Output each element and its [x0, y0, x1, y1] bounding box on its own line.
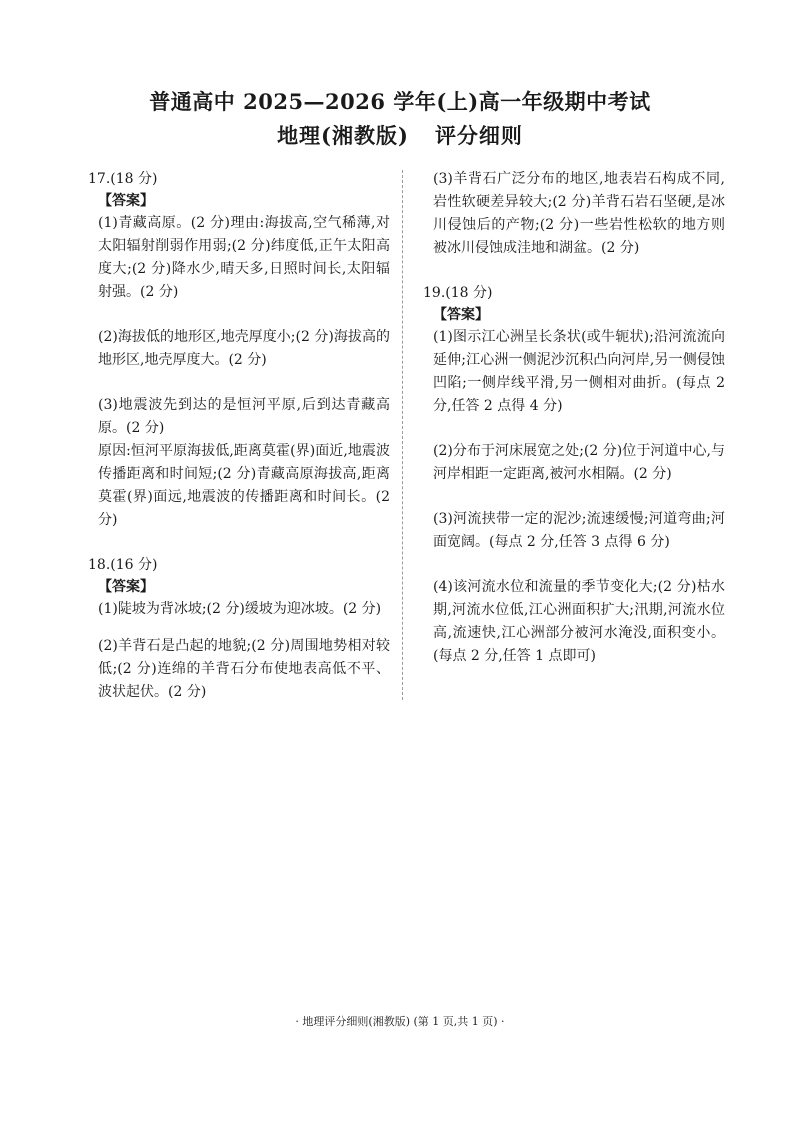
question-19-answer-label: 【答案】: [433, 307, 489, 323]
question-18-part-3: (3)羊背石广泛分布的地区,地表岩石构成不同,岩性软硬差异较大;(2 分)羊背石岩石坚硬,是冰川侵蚀后的产物;(2 分)一些岩性松软的地方则被冰川侵蚀成洼地和湖盆。(2 分): [433, 171, 725, 256]
question-19-part-4: (4)该河流水位和流量的季节变化大;(2 分)枯水期,河流水位低,江心洲面积扩大;汛期,河流水位高,流速快,江心洲部分被河水淹没,面积变小。(每点 2 分,任答 1 点即可): [433, 579, 725, 664]
question-19-part-3: (3)河流挟带一定的泥沙;流速缓慢;河道弯曲;河面宽阔。(每点 2 分,任答 3 点得 6 分): [433, 511, 725, 550]
column-divider: [402, 170, 403, 700]
question-19-heading: 19.(18 分): [423, 285, 493, 301]
question-18-part-2: (2)羊背石是凸起的地貌;(2 分)周围地势相对较低;(2 分)连绵的羊背石分布使地表高低不平、波状起伏。(2 分): [98, 638, 390, 700]
question-17-answer-label: 【答案】: [98, 193, 154, 209]
question-17-part-2: (2)海拔低的地形区,地壳厚度小;(2 分)海拔高的地形区,地壳厚度大。(2 分): [98, 329, 390, 368]
question-18-answer-label: 【答案】: [98, 579, 154, 595]
subject-name: 地理(湘教版): [277, 123, 409, 148]
question-17-heading: 17.(18 分): [88, 171, 158, 187]
page-title: 普通高中 2025—2026 学年(上)高一年级期中考试: [149, 89, 651, 114]
question-18-part-1: (1)陡坡为背冰坡;(2 分)缓坡为迎冰坡。(2 分): [98, 601, 382, 617]
question-18: [88, 554, 390, 704]
page-subtitle: [0, 120, 800, 150]
page-footer: · 地理评分细则(湘教版) (第 1 页,共 1 页) ·: [295, 1015, 505, 1028]
question-18-heading: 18.(16 分): [88, 557, 158, 573]
question-17: [88, 168, 390, 532]
question-19: [423, 282, 725, 668]
right-column: [423, 168, 725, 668]
document-type: 评分细则: [434, 123, 523, 148]
question-19-part-1: (1)图示江心洲呈长条状(或牛轭状);沿河流流向延伸;江心洲一侧泥沙沉积凸向河岸,另一侧侵蚀凹陷;一侧岸线平滑,另一侧相对曲折。(每点 2 分,任答 2 点得 4 分): [433, 329, 725, 414]
question-17-part-3: (3)地震波先到达的是恒河平原,后到达青藏高原。(2 分): [98, 397, 390, 436]
left-column: [88, 168, 390, 704]
question-17-part-1: (1)青藏高原。(2 分)理由:海拔高,空气稀薄,对太阳辐射削弱作用弱;(2 分)纬度低,正午太阳高度大;(2 分)降水少,晴天多,日照时间长,太阳辐射强。(2 分): [98, 215, 390, 300]
question-17-part-3-reason: 原因:恒河平原海拔低,距离莫霍(界)面近,地震波传播距离和时间短;(2 分)青藏高原海拔高,距离莫霍(界)面远,地震波的传播距离和时间长。(2 分): [98, 443, 390, 528]
question-19-part-2: (2)分布于河床展宽之处;(2 分)位于河道中心,与河岸相距一定距离,被河水相隔。(2 分): [433, 443, 725, 482]
